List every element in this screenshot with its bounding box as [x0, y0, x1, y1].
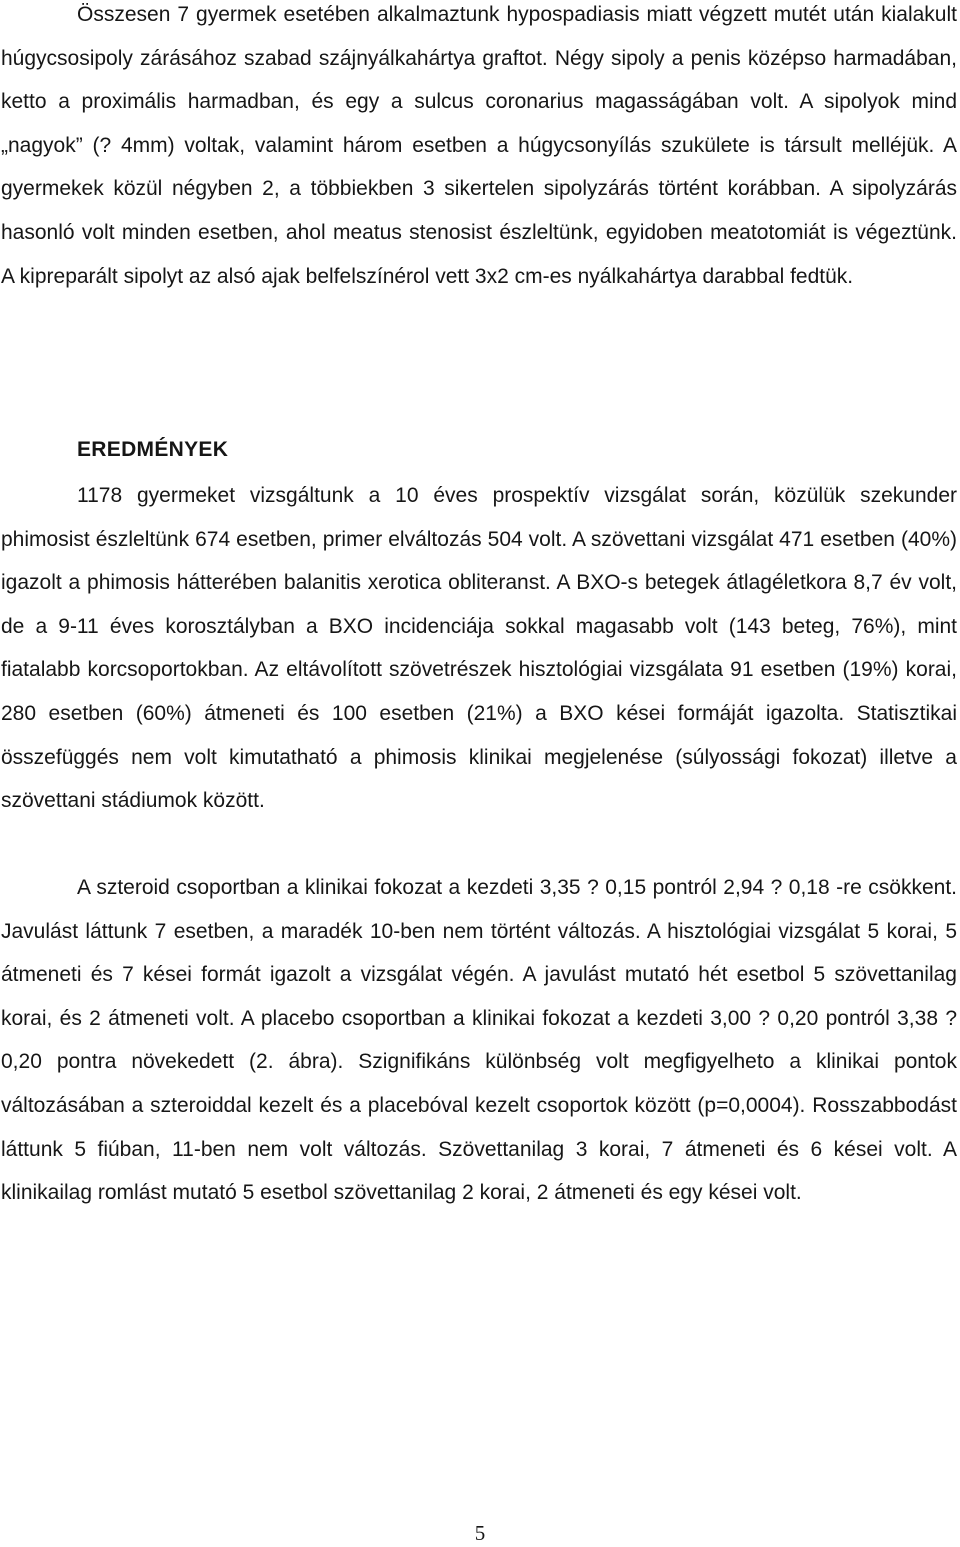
intro-paragraph: Összesen 7 gyermek esetében alkalmaztunk hypospadiasis miatt végzett mutét után kialakult húgycsosipoly zárásához szabad szájnyálkahártya graftot. Négy sipoly a penis középso harmadában, ketto a proximális harmadban, és egy a sulcus coronarius magasságában volt. A sipolyok mind „nagyok” (? 4mm) voltak, valamint három esetben a húgycsonyílás szukülete is társult melléjük. A gyermekek közül négyben 2, a többiekben 3 sikertelen sipolyzárás történt korábban. A sipolyzárás hasonló volt minden esetben, ahol meatus stenosist észleltünk, egyidoben meatotomiát is végeztünk. A kipreparált sipolyt az alsó ajak belfelszínérol vett 3x2 cm-es nyálkahártya darabbal fedtük. [1, 3, 957, 288]
results-paragraph-2: A szteroid csoportban a klinikai fokozat a kezdeti 3,35 ? 0,15 pontról 2,94 ? 0,18 -re csökkent. Javulást láttunk 7 esetben, a maradék 10-ben nem történt változás. A hisztológiai vizsgálat 5 korai, 5 átmeneti és 7 kései formát igazolt a vizsgálat végén. A javulást mutató hét esetbol 5 szövettanilag korai, és 2 átmeneti volt. A placebo csoportban a klinikai fokozat a kezdeti 3,00 ? 0,20 pontról 3,38 ? 0,20 pontra növekedett (2. ábra). Szignifikáns különbség volt megfigyelheto a klinikai pontok változásában a szteroiddal kezelt és a placebóval kezelt csoportok között (p=0,0004). Rosszabbodást láttunk 5 fiúban, 11-ben nem volt változás. Szövettanilag 3 korai, 7 átmeneti és 6 kései volt. A klinikailag romlást mutató 5 esetbol szövettanilag 2 korai, 2 átmeneti és egy kései volt. [1, 876, 957, 1205]
page-number: 5 [474, 1521, 486, 1545]
section-heading-results: EREDMÉNYEK [77, 438, 229, 461]
results-paragraph-1: 1178 gyermeket vizsgáltunk a 10 éves prospektív vizsgálat során, közülük szekunder phimosist észleltünk 674 esetben, primer elváltozás 504 volt. A szövettani vizsgálat 471 esetben (40%) igazolt a phimosis hátterében balanitis xerotica obliteranst. A BXO-s betegek átlagéletkora 8,7 év volt, de a 9-11 éves korosztályban a BXO incidenciája sokkal magasabb volt (143 beteg, 76%), mint fiatalabb korcsoportokban. Az eltávolított szövetrészek hisztológiai vizsgálata 91 esetben (19%) korai, 280 esetben (60%) átmeneti és 100 esetben (21%) a BXO kései formáját igazolta. Statisztikai összefüggés nem volt kimutatható a phimosis klinikai megjelenése (súlyossági fokozat) illetve a szövettani stádiumok között. [1, 484, 957, 813]
